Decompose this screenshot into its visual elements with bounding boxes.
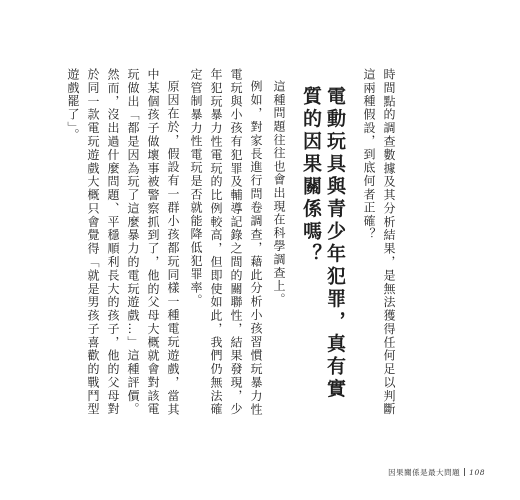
vertical-text-body: [66, 68, 402, 416]
footer-divider: [464, 468, 465, 476]
chapter-title: 因果關係是最大問題: [388, 467, 461, 477]
body-paragraph: 時間點的調查數據及其分析結果，是無法獲得任何足以判斷這兩種假設，到底何者正確？: [362, 68, 396, 416]
body-paragraph: 原因在於，假設有一群小孩都玩同樣一種電玩遊戲，當其中某個孩子做壞事被警察抓到了，他的父母大概就會對該電玩做出「都是因為玩了這麼暴力的電玩遊戲…」這種評價。然而，沒出過什麼問題、平穩順利長大的孩子，他的父母對於同一款電玩遊戲大概只會覺得「就是男孩子喜歡的戰鬥型遊戲罷了」。: [66, 68, 180, 416]
body-paragraph: 這種問題往往也會出現在科學調查上。: [272, 80, 286, 307]
running-footer: [350, 466, 485, 478]
page-number: 108: [469, 467, 485, 477]
section-heading: 電動玩具與青少年犯罪，真有實質的因果關係嗎？: [300, 86, 346, 401]
body-paragraph: 例如，對家長進行問卷調查，藉此分析小孩習慣玩暴力性電玩與小孩有犯罪及輔導記錄之間的關聯性，結果發現，少年犯玩暴力性電玩的比例較高，但即使如此，我們仍無法確定管制暴力性電玩是否就能降低犯罪率。: [189, 68, 263, 416]
